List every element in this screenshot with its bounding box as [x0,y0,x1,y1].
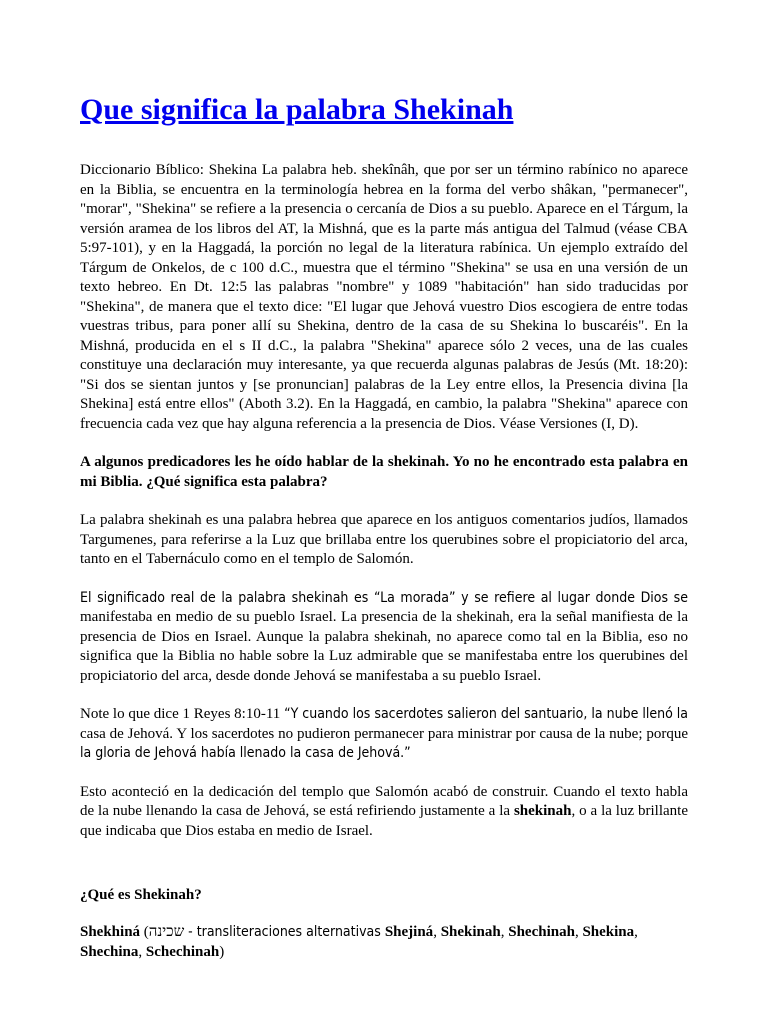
dedication-bold: shekinah [513,803,572,819]
kings-quote-1: “Y cuando los sacerdotes salieron del santuario, la nube llenó la [284,706,688,722]
dedication-text-1: Esto aconteció en la dedicación del templo que Salomón acabó de construir. Cuando el texto habla de la nube llenando la casa de Jehová, se está refiriendo justamente a la [80,783,688,819]
question-paragraph: A algunos predicadores les he oído hablar de la shekinah. Yo no he encontrado esta palabra en mi Biblia. ¿Qué significa esta palabra? [80,454,688,490]
alt-intro: - transliteraciones alternativas [184,924,385,940]
title-link[interactable]: Que significa la palabra Shekinah [80,93,514,126]
alt-3: Shechinah [508,924,575,940]
page-title [80,0,688,128]
hebrew-word: שכינה [148,924,185,940]
kings-quote-3: la gloria de Jehová había llenado la casa de Jehová.” [80,745,411,761]
sep: , [634,924,638,940]
kings-ref: Note lo que dice 1 Reyes 8:10-11 [80,706,285,722]
kings-paragraph [80,705,688,764]
alt-2: Shekinah [440,924,501,940]
alt-4: Shekina [582,924,635,940]
section-heading: ¿Qué es Shekinah? [80,887,202,903]
paren-close: ) [219,943,225,960]
dictionary-paragraph: Diccionario Bíblico: Shekina La palabra heb. shekînâh, que por ser un término rabínico no aparece en la Biblia, se encuentra en la terminología hebrea en la forma del verbo shâkan, "permanecer", "morar", "Shekina" se refiere a la presencia o cercanía de Dios a su pueblo. Aparece en el Tárgum, la versión aramea de los libros del AT, la Mishná, que es la parte más antigua del Talmud (véase CBA 5:97-101), y en la Haggadá, la porción no legal de la literatura rabínica. Un ejemplo extraído del Tárgum de Onkelos, de c 100 d.C., muestra que el término "Shekina" se usa en una versión de un texto hebreo. En Dt. 12:5 las palabras "nombre" y 1089 "habitación" han sido traducidas por "Shekina", de manera que el texto dice: "El lugar que Jehová vuestro Dios escogiera de entre todas vuestras tribus, para poner allí su Shekina, dentro de la casa de su Shekina lo buscaréis". En la Mishná, producida en el s II d.C., la palabra "Shekina" aparece sólo 2 veces, una de las cuales constituye una declaración muy interesante, ya que recuerda algunas palabras de Jesús (Mt. 18:20): "Si dos se sientan juntos y [se pronuncian] palabras de la Ley entre ellos, la Presencia divina [la Shekina] está entre ellos" (Aboth 3.2). En la Haggadá, en cambio, la palabra "Shekina" aparece con frecuencia cada vez que hay alguna referencia a la presencia de Dios. Véase Versiones (I, D). [80,162,688,432]
alt-5: Shechina [80,943,139,960]
term-bold: Shekhiná [80,924,141,940]
sep: , [433,924,441,940]
alt-6: Schechinah [145,943,220,960]
sep: , [574,924,583,940]
kings-quote-2: casa de Jehová. Y los sacerdotes no pudieron permanecer para ministrar por causa de la nube; porque [80,725,688,742]
sep: , [500,924,509,940]
meaning-intro: El significado real de la palabra shekinah es “La morada” y se refiere al lugar donde Dios se [80,589,688,606]
transliteration-paragraph [80,923,688,962]
sep: , [138,943,146,960]
alt-1: Shejiná [384,924,434,940]
meaning-body: manifestaba en medio de su pueblo Israel. La presencia de la shekinah, era la señal manifiesta de la presencia de Dios en Israel. Aunque la palabra shekinah, no aparece como tal en la Biblia, eso no significa que la Biblia no hable sobre la Luz admirable que se manifestaba entre los querubines del propiciatorio del arca, desde donde Jehová se manifestaba a su pueblo Israel. [80,609,688,684]
dedication-paragraph [80,783,688,842]
dedication-text-2: , o a la luz brillante que indicaba que Dios estaba en medio de Israel. [80,803,688,839]
answer-paragraph: La palabra shekinah es una palabra hebrea que aparece en los antiguos comentarios judíos, llamados Targumenes, para referirse a la Luz que brillaba entre los querubines sobre el propiciatorio del arca, tanto en el Tabernáculo como en el templo de Salomón. [80,512,688,567]
paren-open: ( [140,924,149,940]
meaning-paragraph [80,589,688,687]
